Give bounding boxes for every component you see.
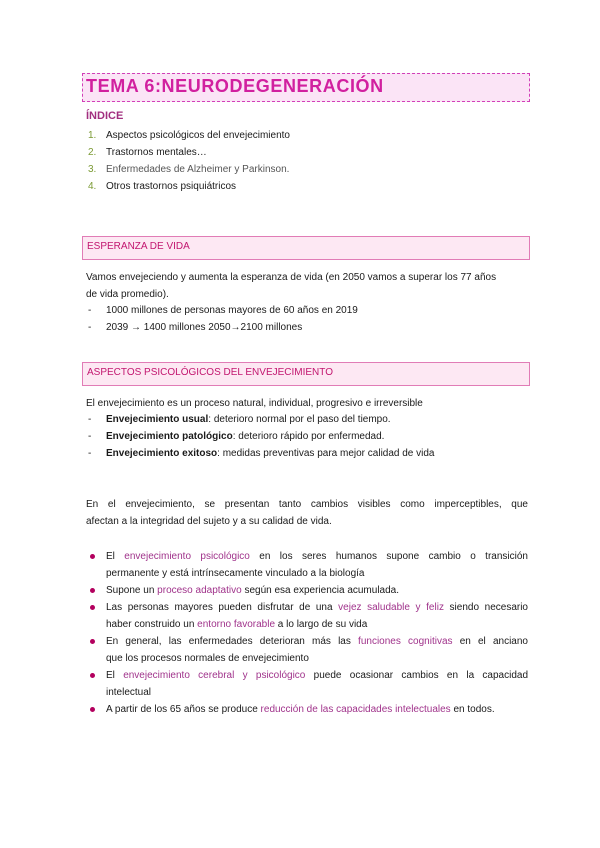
text-run: A partir de los 65 años se produce — [106, 704, 261, 715]
bullet-dot — [90, 673, 95, 678]
toc-number: 1. — [88, 130, 97, 141]
highlight-term: funciones cognitivas — [358, 636, 453, 647]
text-run: haber construido un — [106, 619, 198, 630]
highlight-term: vejez saludable y feliz — [338, 602, 444, 613]
bullet-text — [106, 701, 528, 718]
list-item-text — [106, 446, 435, 462]
list-item-text: 2039 → 1400 millones 2050→2100 millones — [106, 322, 303, 333]
highlight-term: entorno favorable — [197, 619, 276, 630]
dash-marker: - — [88, 431, 92, 442]
paragraph-line: El envejecimiento es un proceso natural, individual, progresivo e irreversible — [86, 398, 423, 409]
text-run: a lo largo de su vida — [275, 619, 368, 630]
bullet-dot — [90, 639, 95, 644]
bullet-text — [106, 633, 528, 667]
section-heading-box — [82, 362, 530, 386]
toc-item — [86, 127, 386, 144]
dash-marker: - — [88, 448, 92, 459]
text-run: en todos. — [450, 704, 495, 715]
bullet-dot — [90, 588, 95, 593]
toc-text: Aspectos psicológicos del envejecimiento — [106, 130, 290, 141]
list-item-text: 1000 millones de personas mayores de 60 años en 2019 — [106, 305, 358, 316]
text-run: según esa experiencia acumulada. — [241, 585, 400, 596]
bullet-text — [106, 599, 528, 633]
index-heading: ÍNDICE — [86, 110, 124, 122]
section-heading: ESPERANZA DE VIDA — [87, 241, 190, 252]
toc-item — [86, 178, 386, 195]
toc-text: Otros trastornos psiquiátricos — [106, 181, 237, 192]
list-item-text — [106, 412, 391, 428]
table-of-contents — [86, 127, 386, 195]
definition: : deterioro rápido por enfermedad. — [232, 431, 385, 442]
text-run: intelectual — [106, 687, 152, 698]
toc-text: Trastornos mentales… — [106, 147, 207, 158]
section-heading: ASPECTOS PSICOLÓGICOS DEL ENVEJECIMIENTO — [87, 367, 333, 378]
text-run: puede ocasionar cambios en la capacidad — [305, 670, 529, 681]
paragraph-line: afectan a la integridad del sujeto y a su calidad de vida. — [86, 516, 332, 527]
text-run: El — [106, 670, 124, 681]
toc-number: 4. — [88, 181, 97, 192]
highlight-term: proceso adaptativo — [157, 585, 242, 596]
page-title-box — [82, 73, 530, 102]
text-run: que los procesos normales de envejecimiento — [106, 653, 309, 664]
bullet-dot — [90, 605, 95, 610]
term: Envejecimiento usual — [106, 414, 209, 425]
text-run: en el anciano — [452, 636, 528, 647]
bullet-dot — [90, 707, 95, 712]
toc-text: Enfermedades de Alzheimer y Parkinson. — [106, 164, 290, 175]
text-run: Las personas mayores pueden disfrutar de una — [106, 602, 339, 613]
highlight-term: envejecimiento psicológico — [124, 551, 250, 562]
bullet-text — [106, 582, 528, 599]
dash-marker: - — [88, 322, 92, 333]
paragraph-line: de vida promedio). — [86, 289, 169, 300]
paragraph-line: Vamos envejeciendo y aumenta la esperanza de vida (en 2050 vamos a superar los 77 años — [86, 272, 497, 283]
dash-marker: - — [88, 414, 92, 425]
text-run: siendo necesario — [443, 602, 528, 613]
toc-item — [86, 144, 386, 161]
term: Envejecimiento exitoso — [106, 448, 218, 459]
highlight-term: envejecimiento cerebral y psicológico — [123, 670, 306, 681]
bullet-text — [106, 667, 528, 701]
text-run: Supone un — [106, 585, 158, 596]
section-heading-box — [82, 236, 530, 260]
bullet-text — [106, 548, 528, 582]
toc-number: 3. — [88, 164, 97, 175]
definition: : medidas preventivas para mejor calidad de vida — [217, 448, 435, 459]
dash-marker: - — [88, 305, 92, 316]
highlight-term: reducción de las capacidades intelectuales — [260, 704, 451, 715]
toc-number: 2. — [88, 147, 97, 158]
term: Envejecimiento patológico — [106, 431, 233, 442]
text-run: En general, las enfermedades deterioran más las — [106, 636, 359, 647]
page-title: TEMA 6:NEURODEGENERACIÓN — [86, 76, 384, 96]
definition: : deterioro normal por el paso del tiempo. — [208, 414, 391, 425]
text-run: permanente y está intrínsecamente vinculado a la biología — [106, 568, 365, 579]
toc-item — [86, 161, 386, 178]
bullet-dot — [90, 554, 95, 559]
text-run: El — [106, 551, 125, 562]
list-item-text — [106, 429, 384, 445]
text-run: en los seres humanos supone cambio o transición — [249, 551, 528, 562]
paragraph-line: En el envejecimiento, se presentan tanto cambios visibles como imperceptibles, que — [86, 499, 528, 510]
